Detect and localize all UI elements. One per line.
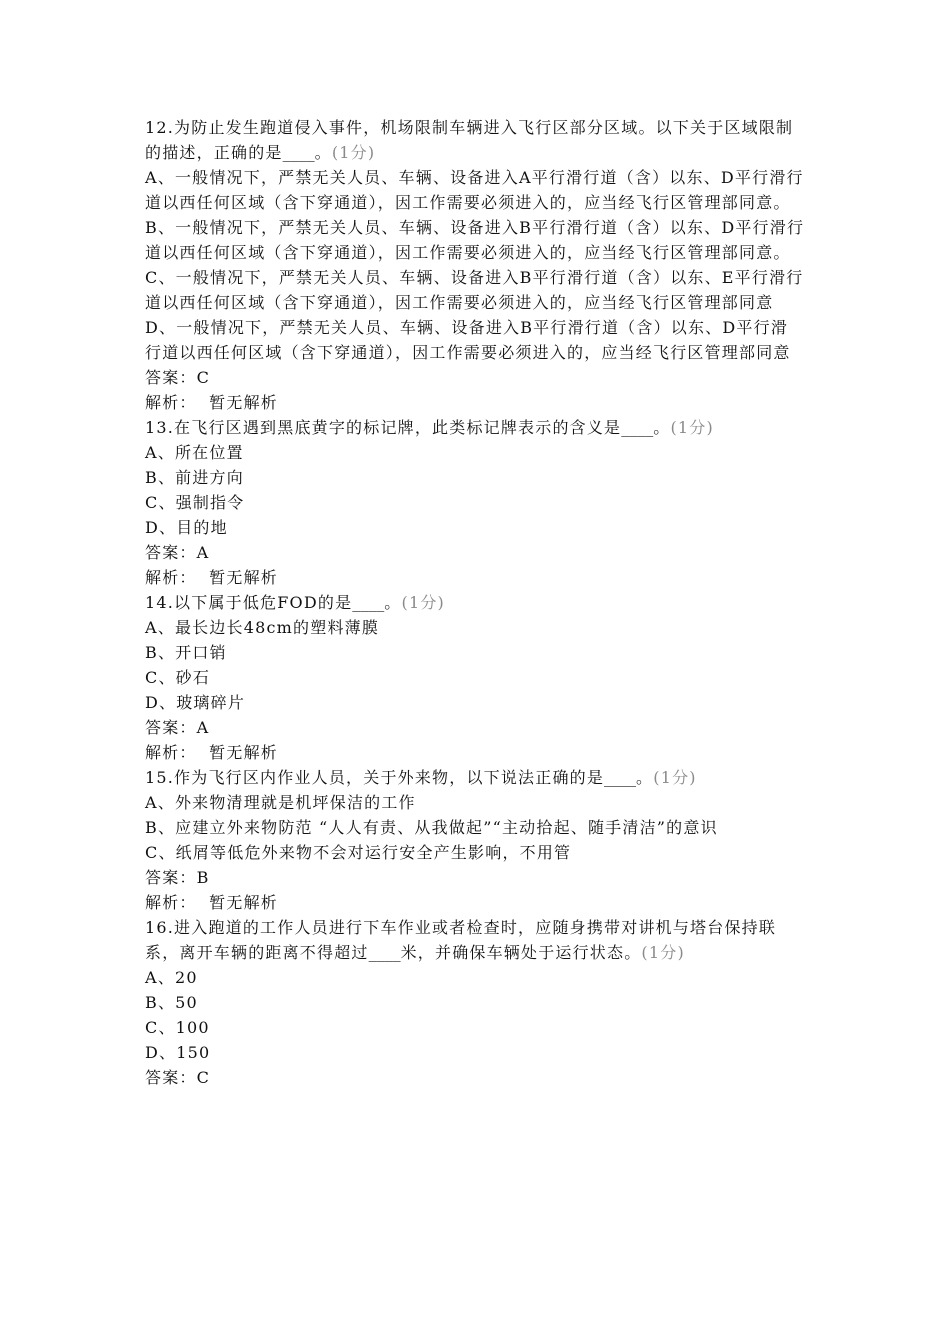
answer-line: 答案：B bbox=[145, 868, 210, 887]
option-a: A、20 bbox=[145, 968, 198, 987]
question-text: 13.在飞行区遇到黑底黄字的标记牌，此类标记牌表示的含义是 bbox=[145, 418, 622, 437]
question-stem bbox=[145, 415, 805, 440]
answer-line: 答案：A bbox=[145, 718, 210, 737]
score-label: (1分) bbox=[331, 143, 376, 162]
question-text: 12.为防止发生跑道侵入事件，机场限制车辆进入飞行区部分区域。以下关于区域限制的描述，正确的是 bbox=[145, 118, 794, 162]
answer-line: 答案：C bbox=[145, 1068, 211, 1087]
score-label: (1分) bbox=[670, 418, 714, 437]
exam-page bbox=[145, 115, 805, 1090]
question-block-13 bbox=[145, 415, 805, 590]
option-d: D、目的地 bbox=[145, 518, 228, 537]
question-end: 。 bbox=[384, 593, 402, 612]
question-stem bbox=[145, 915, 805, 965]
analysis-line: 解析： 暂无解析 bbox=[145, 393, 278, 412]
answer-blank: ____ bbox=[604, 768, 637, 787]
option-d: D、玻璃碎片 bbox=[145, 693, 246, 712]
analysis-line: 解析： 暂无解析 bbox=[145, 743, 278, 762]
option-b: B、一般情况下，严禁无关人员、车辆、设备进入B平行滑行道（含）以东、D平行滑行道以西任何区域（含下穿通道），因工作需要必须进入的，应当经飞行区管理部同意。 bbox=[145, 218, 805, 262]
answer-blank: ____ bbox=[368, 943, 401, 962]
analysis-line: 解析： 暂无解析 bbox=[145, 568, 278, 587]
option-c: C、100 bbox=[145, 1018, 210, 1037]
option-b: B、开口销 bbox=[145, 643, 227, 662]
question-text: 14.以下属于低危FOD的是 bbox=[145, 593, 353, 612]
analysis-line: 解析： 暂无解析 bbox=[145, 893, 278, 912]
option-a: A、所在位置 bbox=[145, 443, 244, 462]
option-d: D、150 bbox=[145, 1043, 211, 1062]
score-label: (1分) bbox=[653, 768, 697, 787]
score-label: (1分) bbox=[401, 593, 445, 612]
answer-blank: ____ bbox=[352, 593, 385, 612]
question-stem bbox=[145, 115, 805, 165]
question-text: 15.作为飞行区内作业人员，关于外来物，以下说法正确的是 bbox=[145, 768, 605, 787]
question-block-12 bbox=[145, 115, 805, 415]
option-b: B、50 bbox=[145, 993, 198, 1012]
option-c: C、强制指令 bbox=[145, 493, 245, 512]
question-end: 。 bbox=[636, 768, 654, 787]
option-a: A、外来物清理就是机坪保洁的工作 bbox=[145, 793, 416, 812]
question-stem bbox=[145, 590, 805, 615]
option-c: C、纸屑等低危外来物不会对运行安全产生影响，不用管 bbox=[145, 843, 572, 862]
question-block-15 bbox=[145, 765, 805, 915]
answer-blank: ____ bbox=[621, 418, 654, 437]
option-c: C、砂石 bbox=[145, 668, 211, 687]
question-block-16 bbox=[145, 915, 805, 1090]
answer-blank: ____ bbox=[282, 143, 315, 162]
option-d: D、一般情况下，严禁无关人员、车辆、设备进入B平行滑行道（含）以东、D平行滑行道以西任何区域（含下穿通道），因工作需要必须进入的，应当经飞行区管理部同意 bbox=[145, 318, 791, 362]
question-text: 16.进入跑道的工作人员进行下车作业或者检查时，应随身携带对讲机与塔台保持联系，离开车辆的距离不得超过 bbox=[145, 918, 777, 962]
answer-line: 答案：A bbox=[145, 543, 210, 562]
option-c: C、一般情况下，严禁无关人员、车辆、设备进入B平行滑行道（含）以东、E平行滑行道以西任何区域（含下穿通道），因工作需要必须进入的，应当经飞行区管理部同意 bbox=[145, 268, 804, 312]
question-end: 。 bbox=[314, 143, 332, 162]
question-end: 米，并确保车辆处于运行状态。 bbox=[400, 943, 642, 962]
answer-line: 答案：C bbox=[145, 368, 211, 387]
question-end: 。 bbox=[653, 418, 671, 437]
option-b: B、前进方向 bbox=[145, 468, 244, 487]
question-block-14 bbox=[145, 590, 805, 765]
option-b: B、应建立外来物防范 “人人有责、从我做起”“主动拾起、随手清洁”的意识 bbox=[145, 818, 718, 837]
score-label: (1分) bbox=[641, 943, 685, 962]
option-a: A、最长边长48cm的塑料薄膜 bbox=[145, 618, 380, 637]
option-a: A、一般情况下，严禁无关人员、车辆、设备进入A平行滑行道（含）以东、D平行滑行道以西任何区域（含下穿通道），因工作需要必须进入的，应当经飞行区管理部同意。 bbox=[145, 168, 804, 212]
question-stem bbox=[145, 765, 805, 790]
